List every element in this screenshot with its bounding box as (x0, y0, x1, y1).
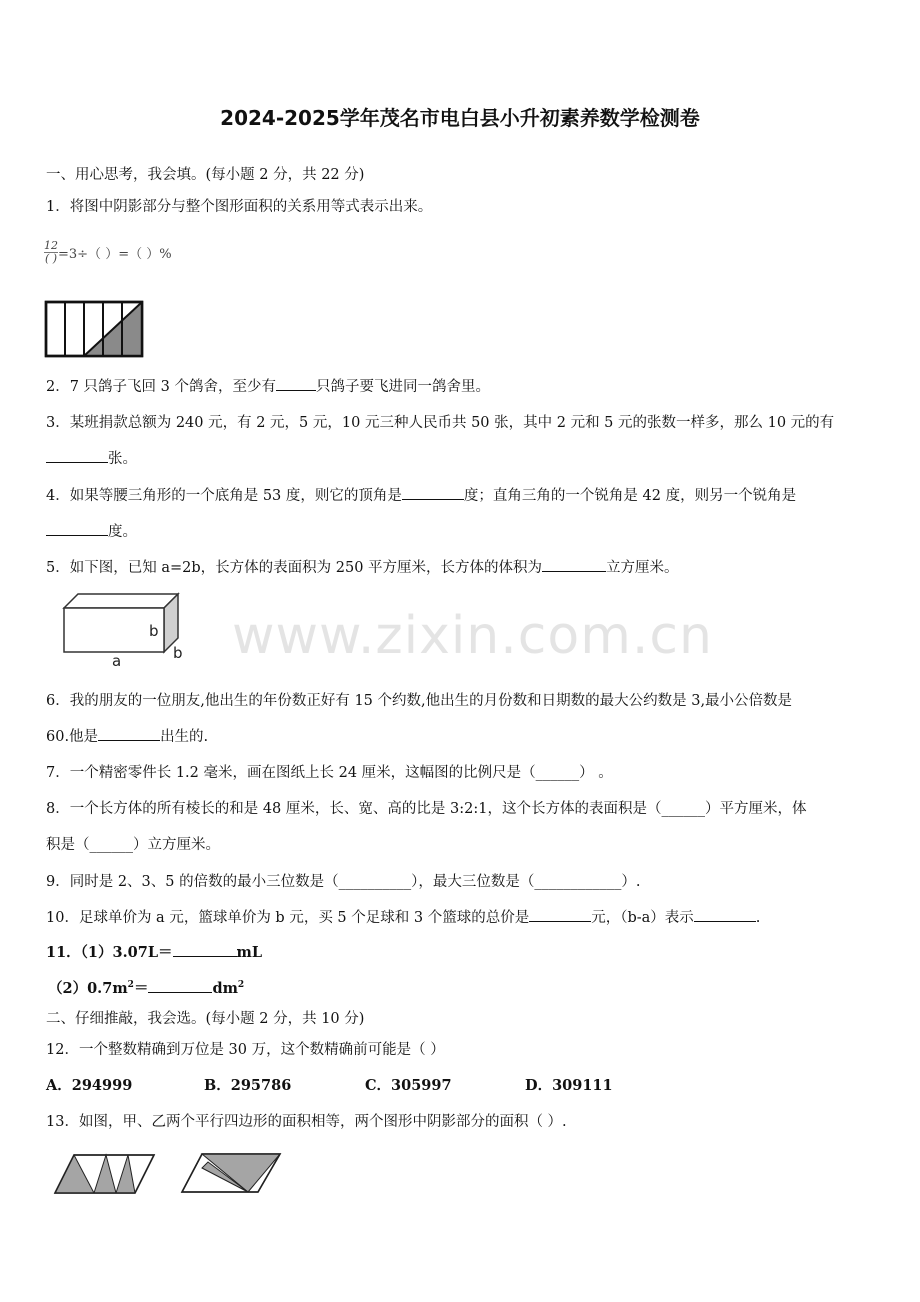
question-10-text-a: 10．足球单价为 a 元，篮球单价为 b 元，买 5 个足球和 3 个篮球的总价是 (46, 910, 530, 926)
option-c[interactable]: C．305997 (365, 1077, 452, 1094)
label-a: a (112, 652, 122, 670)
superscript-2: 2 (127, 980, 134, 991)
option-a[interactable]: A．294999 (46, 1077, 133, 1094)
question-4-text-b: 度；直角三角的一个锐角是 42 度，则另一个锐角是 (463, 488, 797, 504)
question-3: 3．某班捐款总额为 240 元，有 2 元，5 元，10 元三种人民币共 50 张，其中 2 元和 5 元的张数一样多，那么 10 元的有 (46, 415, 835, 431)
question-10 (46, 906, 760, 927)
question-3-cont (46, 447, 137, 468)
question-6: 6．我的朋友的一位朋友,他出生的年份数正好有 15 个约数,他出生的月份数和日期数的最大公约数是 3,最小公倍数是 (46, 693, 793, 709)
question-2-text-b: 只鸽子要飞进同一鸽舍里。 (316, 379, 491, 395)
question-5-text-a: 5．如下图，已知 a=2b，长方体的表面积为 250 平方厘米，长方体的体积为 (46, 560, 543, 576)
question-11-1-unit: mL (236, 944, 263, 961)
question-4-text-c: 度。 (108, 524, 137, 540)
page-title: 2024-2025学年茂名市电白县小升初素养数学检测卷 (220, 106, 700, 130)
question-13: 13．如图，甲、乙两个平行四边形的面积相等，两个图形中阴影部分的面积（ ）. (46, 1114, 567, 1130)
question-11-2-text-a: （2）0.7m (48, 980, 128, 997)
question-5-text-b: 立方厘米。 (606, 560, 679, 576)
answer-blank[interactable] (46, 521, 108, 536)
question-1-formula (44, 240, 172, 265)
question-1: 1．将图中阴影部分与整个图形面积的关系用等式表示出来。 (46, 199, 433, 215)
question-4-cont (46, 520, 137, 541)
parallelogram-yi-figure (178, 1150, 284, 1196)
question-11-part-2 (48, 977, 244, 998)
question-2-text-a: 2．7 只鸽子飞回 3 个鸽舍，至少有 (46, 379, 277, 395)
fraction-numerator: 12 (44, 239, 58, 252)
question-6-cont (46, 725, 208, 746)
question-10-text-c: . (755, 910, 761, 926)
question-9: 9．同时是 2、3、5 的倍数的最小三位数是（__________），最大三位数是（____________）. (46, 874, 641, 890)
answer-blank[interactable] (276, 376, 316, 391)
label-b-front: b (149, 622, 159, 640)
question-10-text-b: 元，（b-a）表示 (591, 910, 694, 926)
answer-blank[interactable] (98, 726, 160, 741)
answer-blank[interactable] (46, 448, 108, 463)
formula-rest: =3÷（ ）=（ ）% (58, 247, 172, 262)
question-5-cuboid-figure (58, 590, 188, 670)
answer-blank[interactable] (402, 485, 464, 500)
parallelogram-jia-figure (50, 1152, 160, 1196)
question-6-text-c: 出生的. (160, 729, 209, 745)
answer-blank[interactable] (542, 557, 606, 572)
question-2 (46, 375, 490, 396)
question-8-cont: 积是（______）立方厘米。 (46, 837, 220, 853)
question-1-figure (44, 300, 144, 358)
watermark: www.zixin.com.cn (232, 606, 713, 666)
answer-blank[interactable] (148, 978, 212, 993)
question-11-2-unit: dm (212, 980, 238, 997)
question-8: 8．一个长方体的所有棱长的和是 48 厘米，长、宽、高的比是 3:2:1，这个长方体的表面积是（______）平方厘米，体 (46, 801, 807, 817)
fraction-denominator: ( ) (44, 252, 58, 265)
question-3-text-b: 张。 (108, 451, 137, 467)
question-6-text-b: 60.他是 (46, 729, 99, 745)
question-5 (46, 556, 679, 577)
section-1-heading: 一、用心思考，我会填。(每小题 2 分，共 22 分) (46, 167, 365, 183)
answer-blank[interactable] (529, 907, 591, 922)
answer-blank[interactable] (173, 942, 237, 957)
section-2-heading: 二、仔细推敲，我会选。(每小题 2 分，共 10 分) (46, 1011, 365, 1027)
question-11-part-1 (46, 941, 262, 962)
option-b[interactable]: B．295786 (204, 1077, 292, 1094)
question-4 (46, 484, 796, 505)
label-b-side: b (173, 644, 183, 662)
question-7: 7．一个精密零件长 1.2 毫米，画在图纸上长 24 厘米，这幅图的比例尺是（______） 。 (46, 765, 613, 781)
question-11-2-equals: ＝ (133, 980, 149, 997)
question-11-1-text-a: 11．（1）3.07L＝ (46, 944, 173, 961)
question-12: 12．一个整数精确到万位是 30 万，这个数精确前可能是（ ） (46, 1042, 445, 1058)
question-4-text-a: 4．如果等腰三角形的一个底角是 53 度，则它的顶角是 (46, 488, 402, 504)
superscript-2: 2 (237, 980, 245, 991)
answer-blank[interactable] (694, 907, 756, 922)
option-d[interactable]: D．309111 (525, 1077, 613, 1094)
